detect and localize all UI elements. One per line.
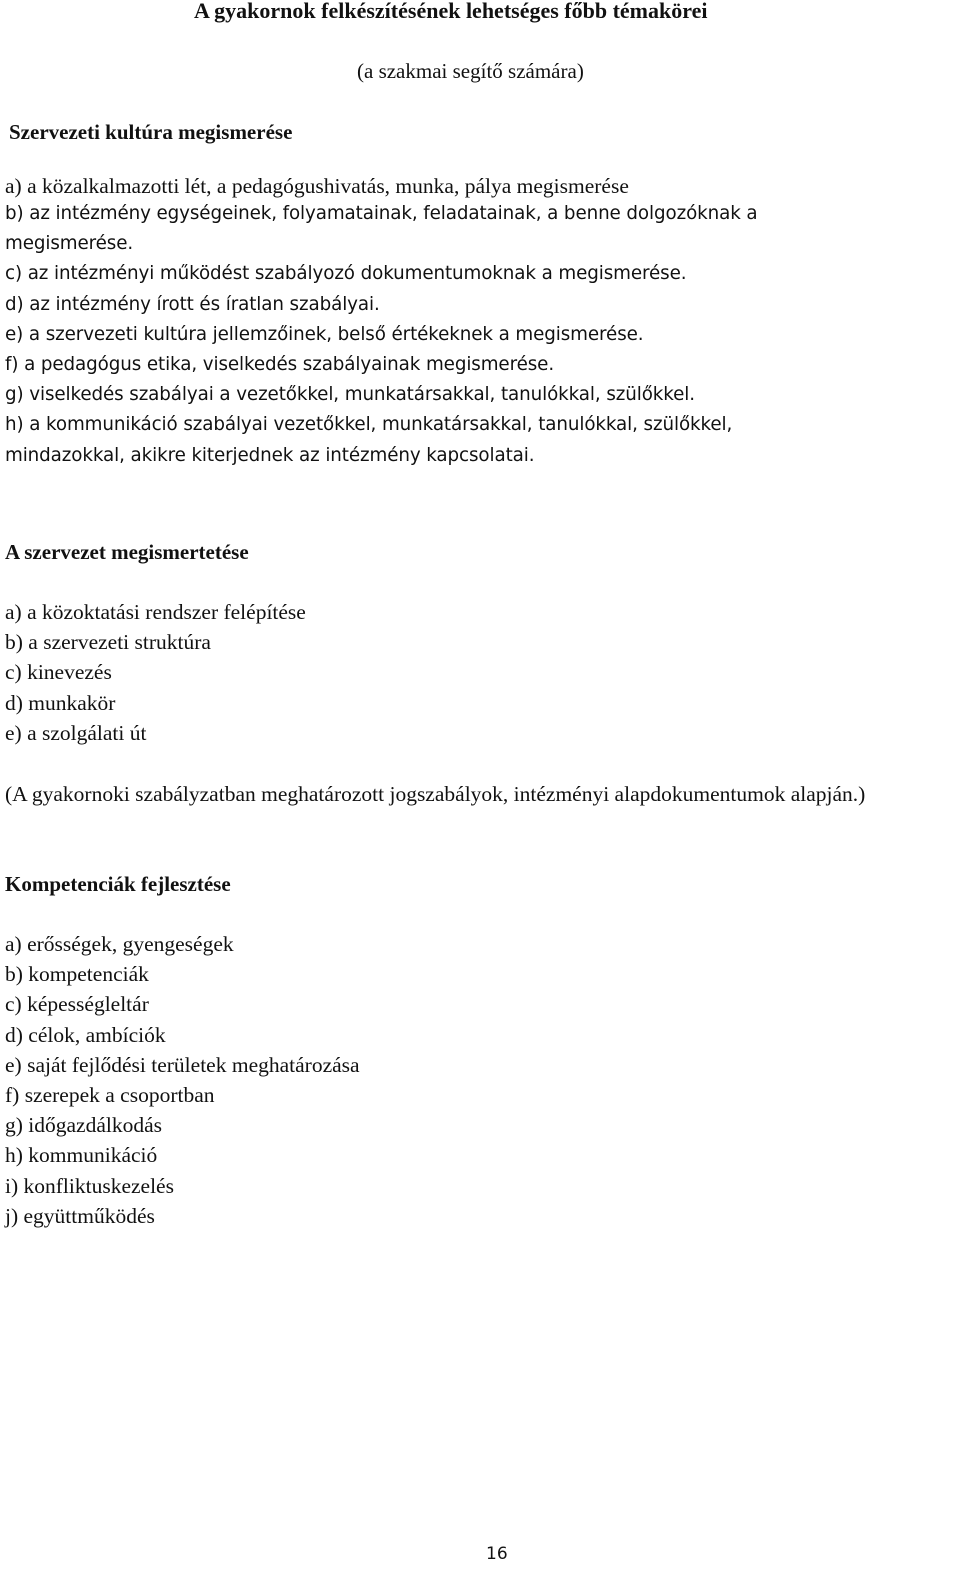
regulation-note: (A gyakornoki szabályzatban meghatározott jogszabályok, intézményi alapdokumentumok alapján.) (5, 782, 866, 806)
list-item: d) az intézmény írott és íratlan szabályai. (5, 293, 380, 315)
list-item: e) a szolgálati út (5, 720, 147, 745)
list-item: a) a közoktatási rendszer felépítése (5, 600, 306, 624)
list-item: a) a közalkalmazotti lét, a pedagógushivatás, munka, pálya megismerése (5, 174, 629, 198)
list-item: megismerése. (5, 233, 134, 255)
list-item: h) kommunikáció (5, 1143, 158, 1168)
page-subtitle: (a szakmai segítő számára) (357, 59, 584, 83)
list-item: b) kompetenciák (5, 962, 149, 987)
list-item: mindazokkal, akikre kiterjednek az intézmény kapcsolatai. (5, 444, 535, 466)
list-item: d) célok, ambíciók (5, 1022, 166, 1047)
list-item: h) a kommunikáció szabályai vezetőkkel, munkatársakkal, tanulókkal, szülőkkel, (5, 414, 733, 436)
list-item: g) viselkedés szabályai a vezetőkkel, munkatársakkal, tanulókkal, szülőkkel. (5, 384, 695, 406)
list-item: c) képességleltár (5, 992, 149, 1017)
section-heading-organization-introduction: A szervezet megismertetése (5, 540, 249, 564)
organization-introduction-list (5, 597, 306, 748)
list-item: d) munkakör (5, 690, 116, 715)
list-item: b) a szervezeti struktúra (5, 630, 211, 655)
list-item: a) erősségek, gyengeségek (5, 932, 234, 956)
list-item: e) a szervezeti kultúra jellemzőinek, belső értékeknek a megismerése. (5, 323, 644, 345)
organizational-culture-list (5, 174, 758, 471)
list-item: c) kinevezés (5, 660, 112, 685)
list-item: g) időgazdálkodás (5, 1113, 163, 1138)
list-item: f) a pedagógus etika, viselkedés szabályainak megismerése. (5, 354, 555, 376)
section-heading-competence-development: Kompetenciák fejlesztése (5, 872, 231, 896)
competence-development-list (5, 929, 360, 1231)
list-item: i) konfliktuskezelés (5, 1173, 174, 1198)
page-title: A gyakornok felkészítésének lehetséges főbb témakörei (194, 0, 708, 23)
list-item: e) saját fejlődési területek meghatározása (5, 1052, 360, 1077)
list-item: j) együttműködés (5, 1203, 155, 1228)
section-heading-organizational-culture: Szervezeti kultúra megismerése (9, 120, 293, 144)
list-item: c) az intézményi működést szabályozó dokumentumoknak a megismerése. (5, 263, 687, 285)
list-item: f) szerepek a csoportban (5, 1083, 215, 1108)
page-number: 16 (486, 1544, 508, 1564)
list-item: b) az intézmény egységeinek, folyamatainak, feladatainak, a benne dolgozóknak a (5, 203, 758, 224)
